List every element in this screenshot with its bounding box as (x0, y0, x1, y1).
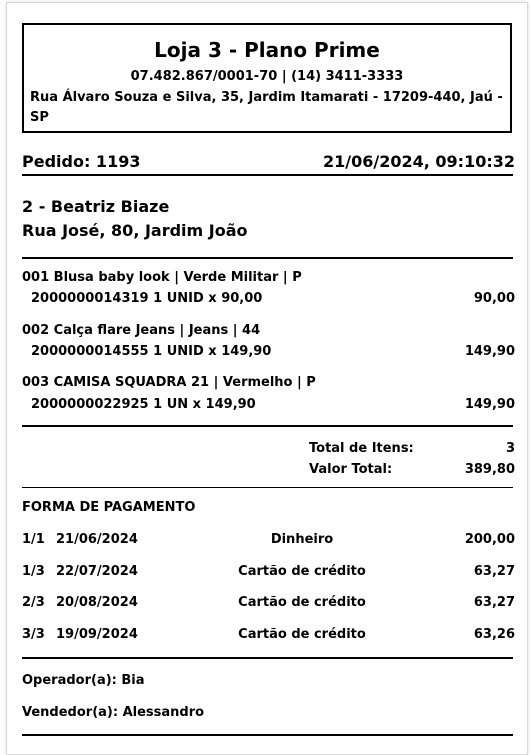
payment-date: 21/06/2024 (56, 532, 138, 547)
payment-amount: 63,27 (473, 595, 515, 610)
item-total: 90,00 (473, 291, 515, 306)
customer-name: 2 - Beatriz Biaze (22, 197, 170, 216)
divider (22, 425, 513, 427)
total-value-label: Valor Total: (309, 462, 393, 477)
divider (22, 174, 513, 176)
store-contact: 07.482.867/0001-70 | (14) 3411-3333 (130, 69, 404, 84)
item-description: 003 CAMISA SQUADRA 21 | Vermelho | P (22, 375, 316, 390)
item-total: 149,90 (464, 344, 515, 359)
divider (22, 657, 513, 659)
payment-method: Cartão de crédito (238, 627, 366, 642)
total-value-amount: 389,80 (464, 462, 515, 477)
divider (22, 734, 513, 736)
item-description: 001 Blusa baby look | Verde Militar | P (22, 270, 302, 285)
payment-amount: 63,26 (473, 627, 515, 642)
seller-name: Vendedor(a): Alessandro (22, 705, 205, 720)
total-items-label: Total de Itens: (309, 441, 414, 456)
store-name: Loja 3 - Plano Prime (154, 38, 380, 62)
payment-method: Cartão de crédito (238, 595, 366, 610)
item-detail: 2000000022925 1 UN x 149,90 (31, 397, 256, 412)
payment-date: 20/08/2024 (56, 595, 138, 610)
receipt-page (6, 2, 528, 755)
customer-address: Rua José, 80, Jardim João (22, 221, 248, 240)
payment-installment: 1/3 (22, 564, 45, 579)
order-number: Pedido: 1193 (22, 152, 141, 171)
payment-installment: 3/3 (22, 627, 45, 642)
payment-amount: 63,27 (473, 564, 515, 579)
divider (22, 257, 513, 259)
payment-installment: 1/1 (22, 532, 45, 547)
divider (22, 487, 513, 488)
payment-installment: 2/3 (22, 595, 45, 610)
payment-method: Dinheiro (270, 532, 334, 547)
payment-amount: 200,00 (464, 532, 515, 547)
payment-method: Cartão de crédito (238, 564, 366, 579)
payment-date: 22/07/2024 (56, 564, 138, 579)
item-total: 149,90 (464, 397, 515, 412)
store-address: Rua Álvaro Souza e Silva, 35, Jardim Itamarati - 17209-440, Jaú - SP (30, 90, 503, 125)
total-items-value: 3 (505, 441, 515, 456)
item-detail: 2000000014555 1 UNID x 149,90 (31, 344, 272, 359)
operator-name: Operador(a): Bia (22, 673, 145, 688)
payment-title: FORMA DE PAGAMENTO (22, 500, 196, 515)
item-description: 002 Calça flare Jeans | Jeans | 44 (22, 323, 261, 338)
store-header-box (22, 23, 512, 133)
item-detail: 2000000014319 1 UNID x 90,00 (31, 291, 263, 306)
order-datetime: 21/06/2024, 09:10:32 (323, 152, 515, 171)
payment-date: 19/09/2024 (56, 627, 138, 642)
